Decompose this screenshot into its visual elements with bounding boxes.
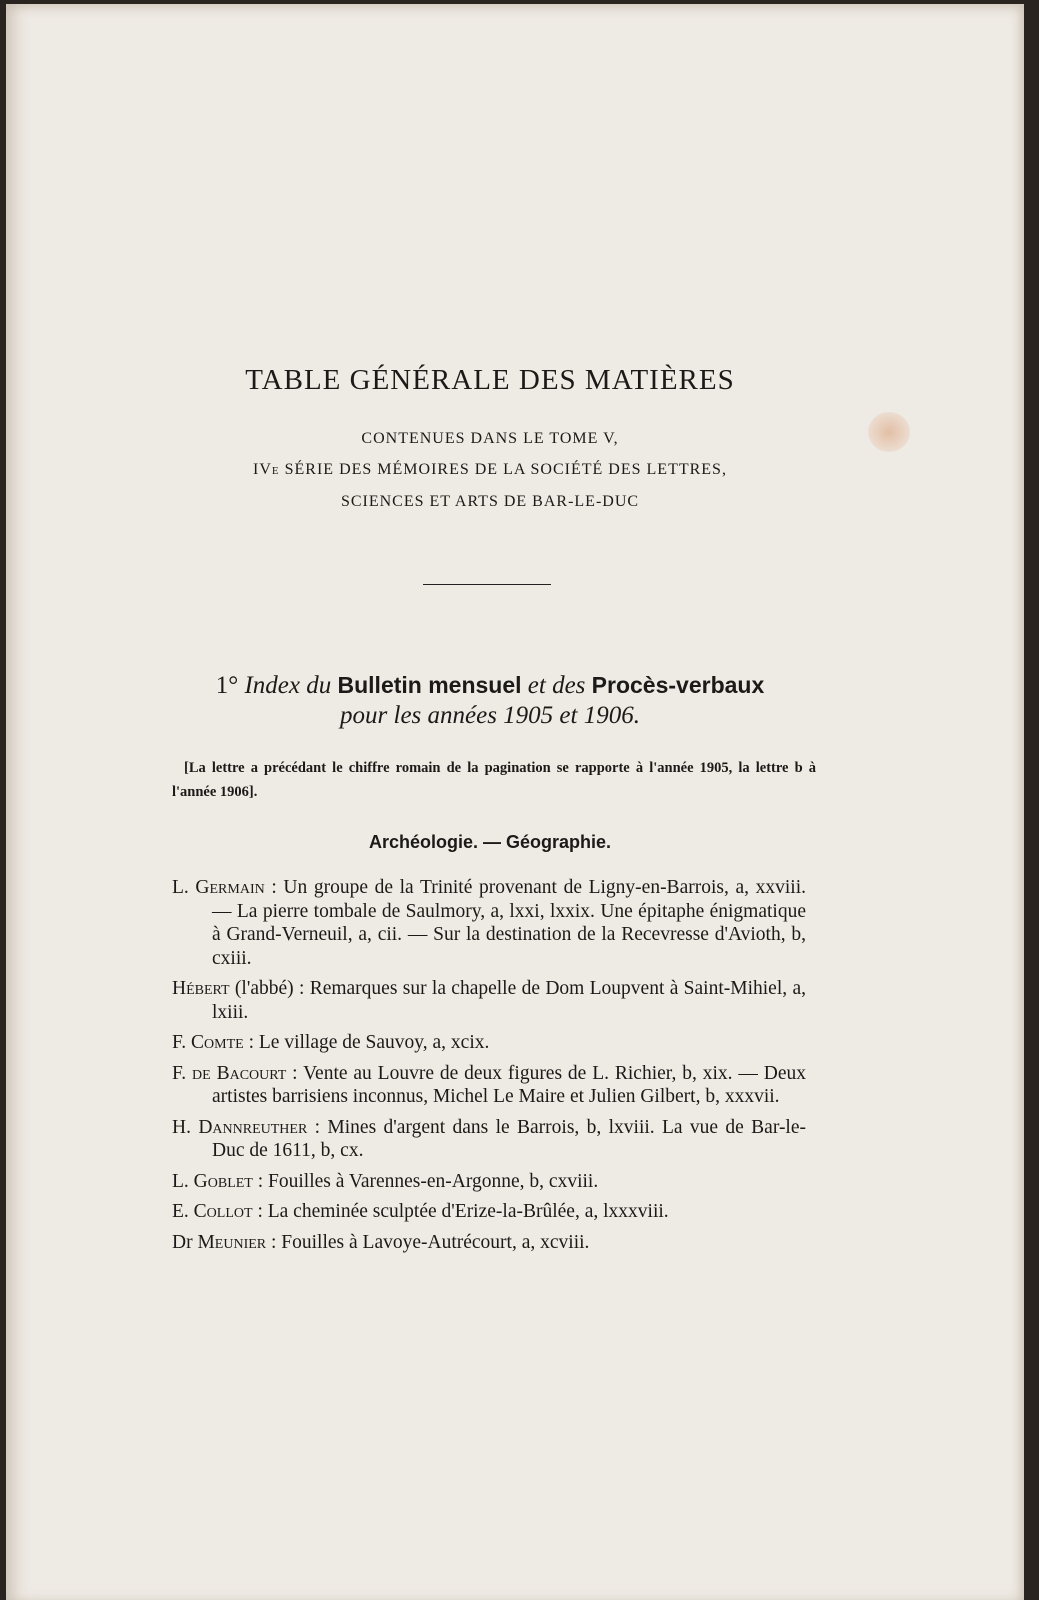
section-heading: Archéologie. — Géographie. <box>368 832 612 852</box>
entry-initial: L. <box>172 877 189 898</box>
entry-initial: F. <box>172 1062 187 1084</box>
index-w4: Procès-verbaux <box>591 672 765 698</box>
list-item <box>172 876 806 970</box>
subtitle-line: CONTENUES DANS LE TOME V, <box>361 430 619 447</box>
document-page <box>6 4 1024 1600</box>
list-item <box>172 1031 806 1055</box>
subtitle-line: SCIENCES ET ARTS DE BAR-LE-DUC <box>340 493 640 510</box>
list-item <box>172 1116 806 1163</box>
index-w2: Bulletin mensuel <box>337 672 522 698</box>
entry-text: : Le village de Sauvoy, a, xcix. <box>243 1032 490 1053</box>
entry-text: : Fouilles à Lavoye-Autrécourt, a, xcviii. <box>266 1231 590 1253</box>
entry-author: Collot <box>193 1201 253 1222</box>
entry-author: Comte <box>191 1032 244 1053</box>
entry-list <box>172 876 806 1261</box>
list-item <box>172 1062 806 1109</box>
divider <box>423 584 551 585</box>
entry-text: : Un groupe de la Trinité provenant de Ligny-en-Barrois, a, xxviii. — La pierre tombale de Saulmory, a, lxxi, lxxix. Une épitaphe énigmatique à Grand-Verneuil, a, cii. — Sur la destination de la Recevresse d'Avioth, b, cxiii. <box>212 877 806 969</box>
entry-author: Germain <box>195 877 265 898</box>
page-title: TABLE GÉNÉRALE DES MATIÈRES <box>245 364 735 396</box>
note: [La lettre a précédant le chiffre romain de la pagination se rapporte à l'année 1905, la lettre b à l'année 1906]. <box>172 760 816 800</box>
entry-initial: E. <box>172 1201 189 1222</box>
entry-initial: F. <box>172 1032 187 1053</box>
entry-text: : Vente au Louvre de deux figures de L. Richier, b, xix. — Deux artistes barrisiens inconnus, Michel Le Maire et Julien Gilbert, b, xxxvii. <box>212 1062 806 1107</box>
entry-author: de Bacourt <box>192 1062 287 1084</box>
index-heading <box>6 672 974 700</box>
index-number: 1° <box>215 672 239 699</box>
entry-author: Goblet <box>193 1170 253 1192</box>
index-w3: et des <box>527 672 586 699</box>
entry-initial: Dr <box>172 1231 193 1253</box>
entry-initial: H. <box>172 1116 191 1138</box>
list-item <box>172 1170 806 1194</box>
entry-text: : Mines d'argent dans le Barrois, b, lxviii. La vue de Bar-le-Duc de 1611, b, cx. <box>212 1116 806 1161</box>
index-years: pour les années 1905 et 1906. <box>340 702 640 729</box>
entry-text: : Fouilles à Varennes-en-Argonne, b, cxviii. <box>252 1170 599 1192</box>
entry-author: Dannreuther <box>198 1116 308 1138</box>
entry-text: (l'abbé) : Remarques sur la chapelle de Dom Loupvent à Saint-Mihiel, a, lxiii. <box>212 978 806 1023</box>
subtitle-line: IVe SÉRIE DES MÉMOIRES DE LA SOCIÉTÉ DES LETTRES, <box>253 461 727 478</box>
entry-author: Hébert <box>172 978 230 999</box>
list-item <box>172 977 806 1024</box>
entry-initial: L. <box>172 1170 189 1192</box>
index-w1: Index du <box>244 672 332 699</box>
index-heading-line2 <box>6 702 974 730</box>
entry-text: : La cheminée sculptée d'Erize-la-Brûlée, a, lxxxviii. <box>252 1201 669 1222</box>
entry-author: Meunier <box>197 1231 267 1253</box>
list-item <box>172 1231 806 1255</box>
list-item <box>172 1200 806 1224</box>
